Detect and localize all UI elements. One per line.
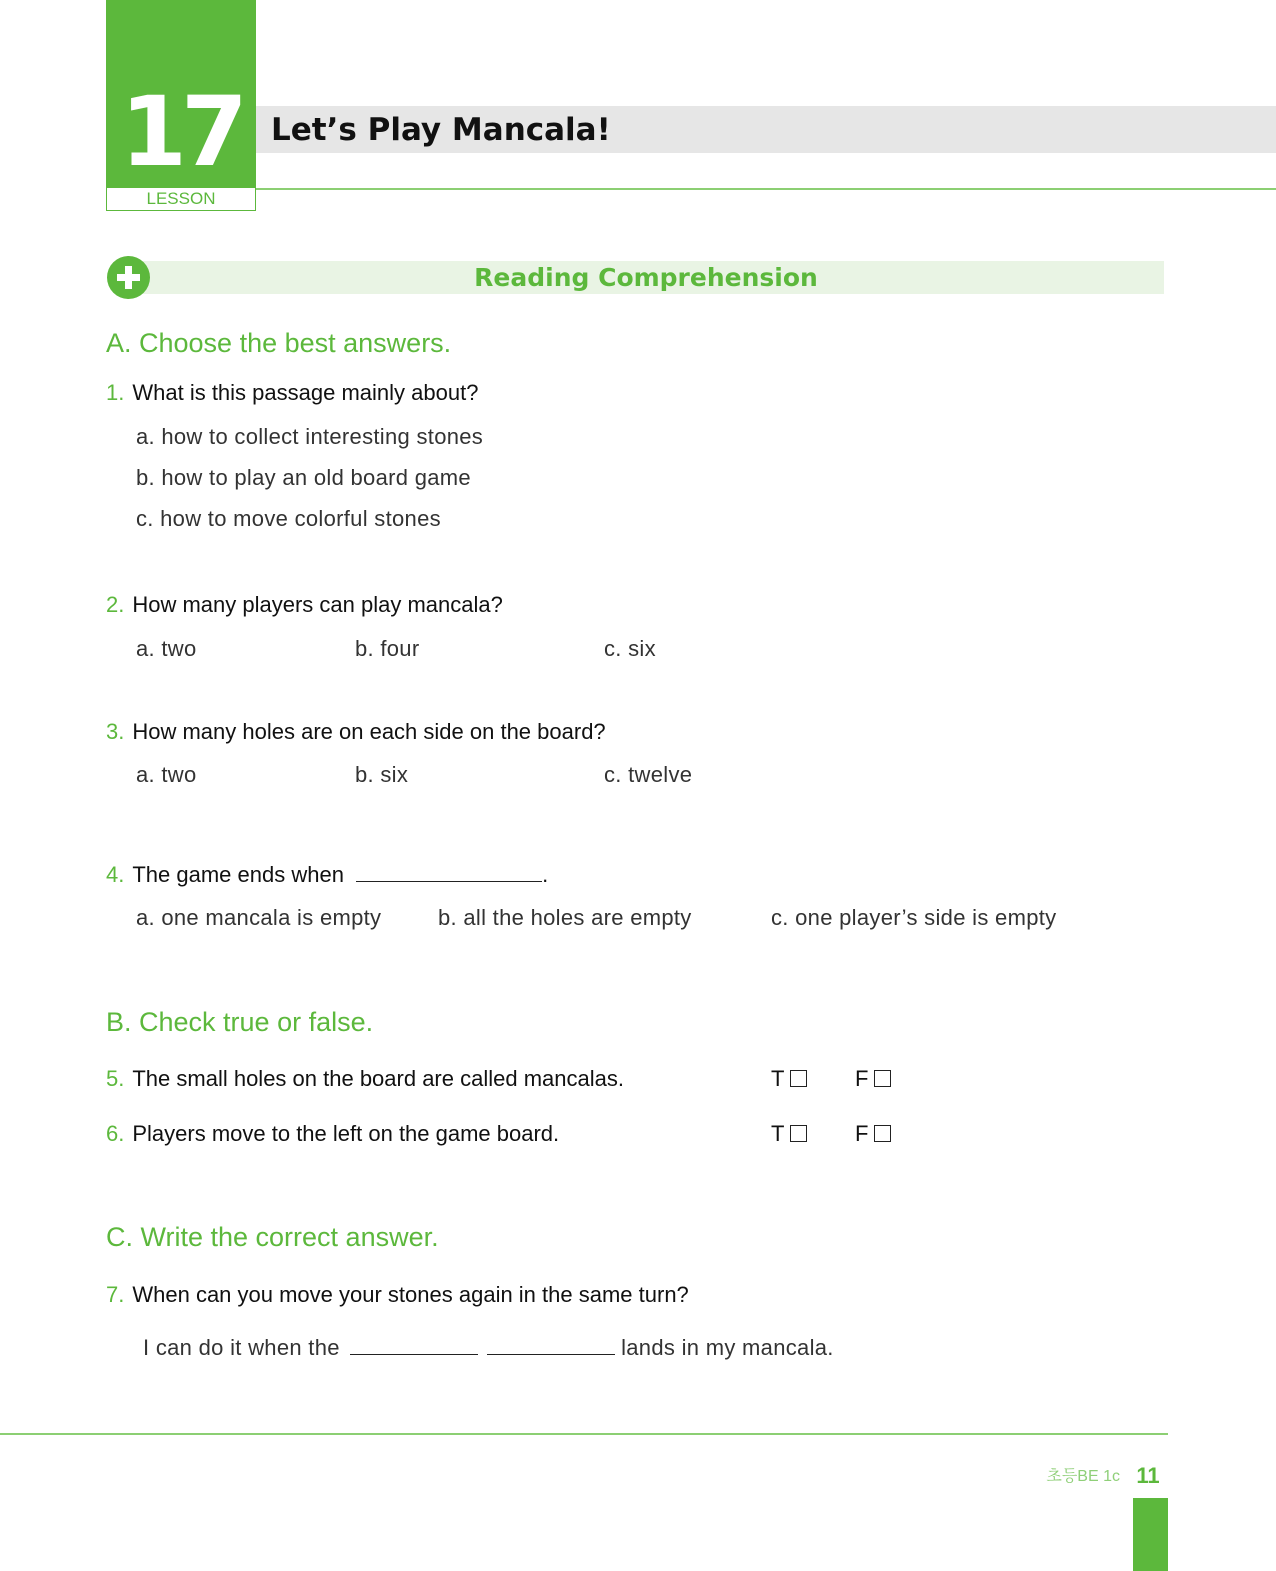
- statement-6: [106, 1119, 559, 1149]
- question-number: 1.: [106, 380, 125, 405]
- lesson-number: 17: [120, 76, 242, 188]
- true-checkbox-6[interactable]: [771, 1119, 807, 1149]
- answer-sentence: [143, 1333, 834, 1363]
- option-3b[interactable]: b. six: [355, 762, 409, 787]
- section-a-heading: A. Choose the best answers.: [106, 328, 452, 358]
- option-2b[interactable]: b. four: [355, 636, 420, 661]
- question-number: 6.: [106, 1121, 125, 1146]
- answer-blank[interactable]: [356, 861, 542, 882]
- question-2: [106, 590, 503, 620]
- checkbox[interactable]: [790, 1070, 807, 1087]
- checkbox[interactable]: [790, 1125, 807, 1142]
- option-3a[interactable]: a. two: [136, 762, 197, 787]
- page-tab: [1133, 1498, 1168, 1571]
- question-text: What is this passage mainly about?: [132, 380, 479, 405]
- option-2a[interactable]: a. two: [136, 636, 197, 661]
- statement-5: [106, 1064, 624, 1094]
- footer-label: 초등BE 1c: [1046, 1468, 1120, 1485]
- checkbox[interactable]: [874, 1070, 891, 1087]
- question-7: [106, 1280, 689, 1310]
- answer-blank-1[interactable]: [350, 1334, 478, 1355]
- lesson-tag: LESSON: [106, 188, 256, 211]
- page-title: Let’s Play Mancala!: [271, 112, 611, 148]
- option-4b[interactable]: b. all the holes are empty: [438, 905, 692, 930]
- section-c-heading: C. Write the correct answer.: [106, 1222, 439, 1252]
- question-end: .: [542, 862, 549, 887]
- section-b-heading: B. Check true or false.: [106, 1007, 374, 1037]
- false-label: F: [855, 1066, 869, 1091]
- checkbox[interactable]: [874, 1125, 891, 1142]
- false-checkbox-6[interactable]: [855, 1119, 891, 1149]
- option-1b[interactable]: b. how to play an old board game: [136, 465, 471, 490]
- statement-text: Players move to the left on the game board.: [132, 1121, 560, 1146]
- question-number: 2.: [106, 592, 125, 617]
- question-number: 7.: [106, 1282, 125, 1307]
- question-3: [106, 717, 606, 747]
- false-label: F: [855, 1121, 869, 1146]
- question-number: 5.: [106, 1066, 125, 1091]
- option-3c[interactable]: c. twelve: [604, 762, 693, 787]
- option-2c[interactable]: c. six: [604, 636, 656, 661]
- banner-title: Reading Comprehension: [474, 263, 818, 292]
- question-1: [106, 378, 478, 408]
- question-number: 3.: [106, 719, 125, 744]
- false-checkbox-5[interactable]: [855, 1064, 891, 1094]
- option-4c[interactable]: c. one player’s side is empty: [771, 905, 1057, 930]
- true-checkbox-5[interactable]: [771, 1064, 807, 1094]
- question-number: 4.: [106, 862, 125, 887]
- question-text: How many players can play mancala?: [132, 592, 503, 617]
- option-4a[interactable]: a. one mancala is empty: [136, 905, 382, 930]
- answer-blank-2[interactable]: [487, 1334, 615, 1355]
- question-text: The game ends when: [132, 862, 344, 887]
- page-number: 11: [1136, 1463, 1160, 1488]
- option-1c[interactable]: c. how to move colorful stones: [136, 506, 441, 531]
- question-text: When can you move your stones again in the same turn?: [132, 1282, 689, 1307]
- statement-text: The small holes on the board are called mancalas.: [132, 1066, 624, 1091]
- answer-prefix: I can do it when the: [143, 1335, 340, 1360]
- question-4: [106, 860, 548, 890]
- option-1a[interactable]: a. how to collect interesting stones: [136, 424, 484, 449]
- header-divider: [256, 188, 1276, 190]
- true-label: T: [771, 1121, 785, 1146]
- question-text: How many holes are on each side on the board?: [132, 719, 606, 744]
- answer-suffix: lands in my mancala.: [621, 1335, 834, 1360]
- true-label: T: [771, 1066, 785, 1091]
- footer-divider: [0, 1433, 1168, 1435]
